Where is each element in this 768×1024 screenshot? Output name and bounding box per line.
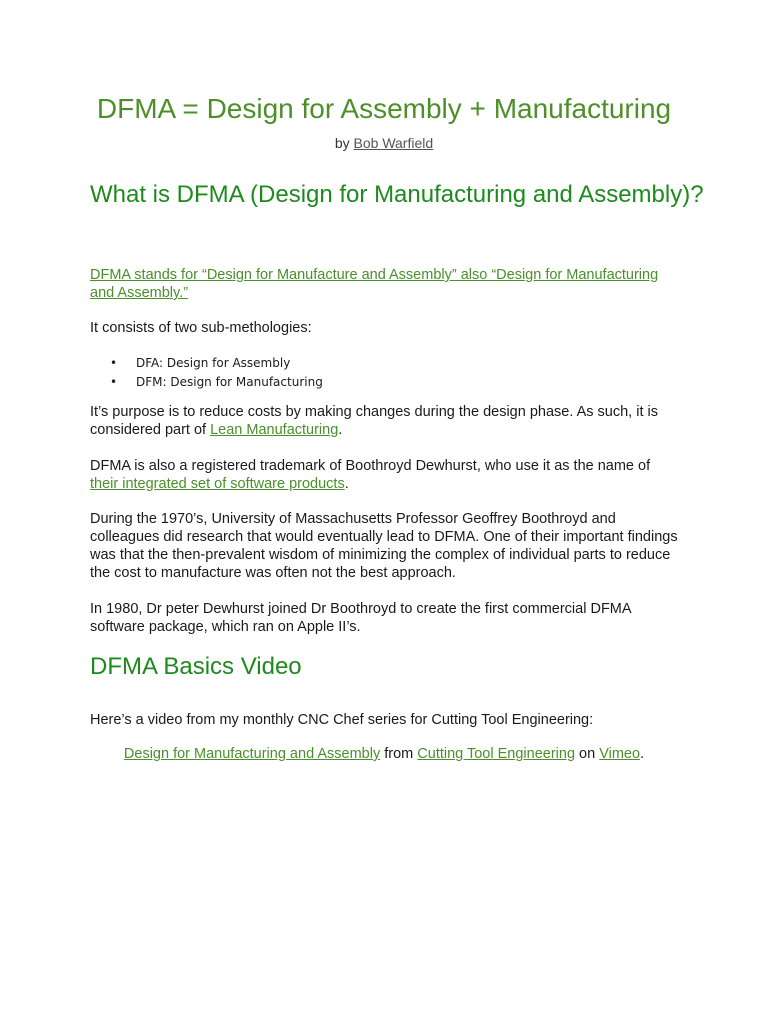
vimeo-link[interactable]: Vimeo <box>599 746 641 762</box>
definition-paragraph <box>90 266 680 302</box>
from-text: from <box>384 746 414 762</box>
trademark-text: DFMA is also a registered trademark of Boothroyd Dewhurst, who use it as the name of <box>90 458 651 474</box>
purpose-end: . <box>338 422 343 438</box>
video-link[interactable]: Design for Manufacturing and Assembly <box>123 746 381 762</box>
video-credit-line <box>0 746 768 762</box>
list-item: • DFM: Design for Manufacturing <box>110 373 323 392</box>
section-heading-what-is-dfma: What is DFMA (Design for Manufacturing and Assembly)? <box>90 181 704 208</box>
list-item: • DFA: Design for Assembly <box>110 354 323 373</box>
definition-link[interactable]: DFMA stands for “Design for Manufacture and Assembly” also “Design for Manufacturing and Assembly.” <box>90 267 659 301</box>
lean-manufacturing-link[interactable]: Lean Manufacturing <box>210 422 339 438</box>
history-paragraph-2: In 1980, Dr peter Dewhurst joined Dr Boothroyd to create the first commercial DFMA software package, which ran on Apple II’s. <box>90 601 631 635</box>
trademark-end: . <box>344 476 349 492</box>
sub-methodologies-intro: It consists of two sub-methologies: <box>90 320 312 336</box>
author-link[interactable]: Bob Warfield <box>353 135 434 151</box>
trademark-paragraph <box>90 457 680 493</box>
byline <box>0 135 768 151</box>
on-text: on <box>579 746 596 762</box>
purpose-text: It’s purpose is to reduce costs by making changes during the design phase. As such, it is considered part of <box>90 404 658 438</box>
video-intro: Here’s a video from my monthly CNC Chef series for Cutting Tool Engineering: <box>90 712 594 728</box>
software-products-link[interactable]: their integrated set of software products <box>90 476 345 492</box>
history-paragraph-1: During the 1970’s, University of Massachusetts Professor Geoffrey Boothroyd and colleagues did research that would eventually lead to DFMA. One of their important findings was that the then-prevalent wisdom of minimizing the complex of individual parts to reduce the cost to manufacture was often not the best approach. <box>90 511 678 581</box>
byline-prefix: by <box>334 135 350 151</box>
page-title: DFMA = Design for Assembly + Manufacturing <box>96 93 672 124</box>
sub-methodologies-list <box>110 354 323 392</box>
purpose-paragraph <box>90 403 680 439</box>
source-link[interactable]: Cutting Tool Engineering <box>417 746 576 762</box>
credit-end: . <box>640 746 645 762</box>
section-heading-video: DFMA Basics Video <box>90 653 302 680</box>
